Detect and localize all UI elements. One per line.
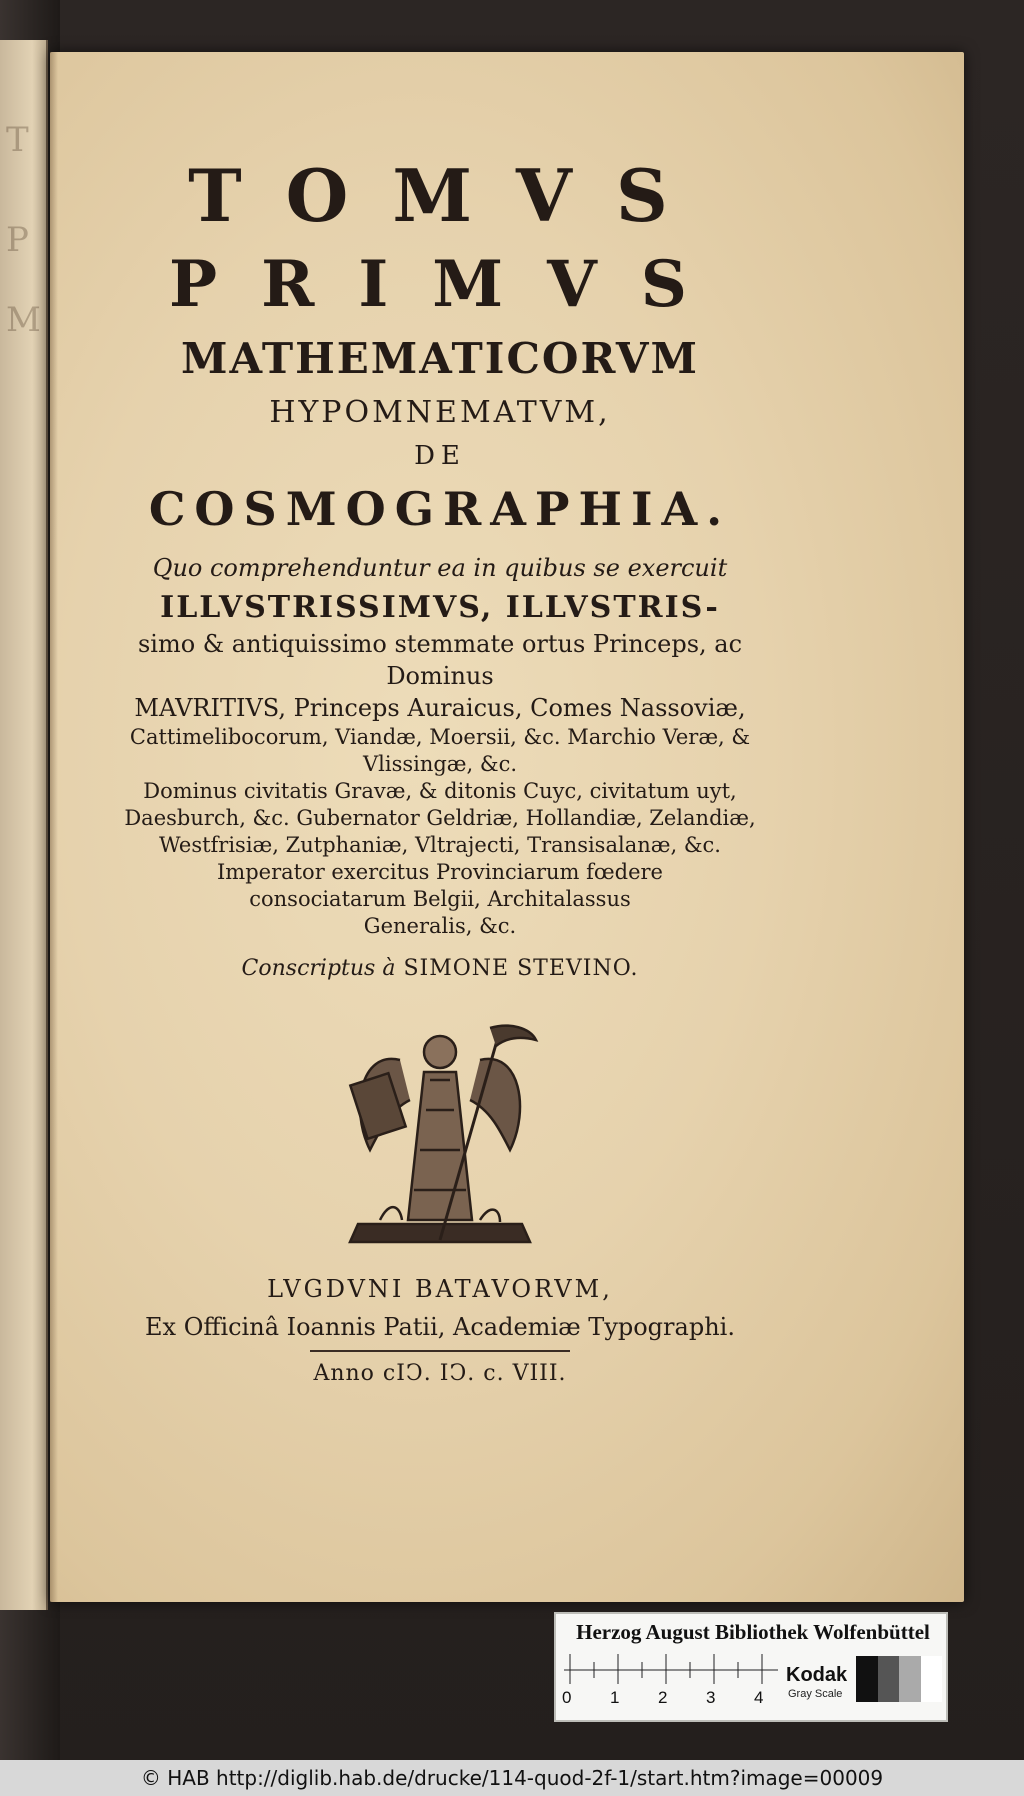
printer-device-woodcut bbox=[340, 1020, 540, 1252]
swatch-white bbox=[921, 1656, 943, 1702]
previous-page-edge: T P M bbox=[0, 40, 48, 1610]
title-cosmographia: COSMOGRAPHIA. bbox=[148, 482, 732, 536]
subtitle-quo: Quo comprehenduntur ea in quibus se exercuit bbox=[152, 554, 728, 582]
dedication-line: Daesburch, &c. Gubernator Geldriæ, Hollandiæ, Zelandiæ, bbox=[124, 806, 756, 830]
imprint-printer: Ex Officinâ Ioannis Patii, Academiæ Typographi. bbox=[145, 1313, 735, 1341]
ruler-number: 3 bbox=[706, 1688, 716, 1707]
author-name: SIMONE STEVINO. bbox=[403, 956, 639, 981]
imprint-place: LVGDVNI BATAVORVM, bbox=[267, 1275, 613, 1303]
dedication-line: Westfrisiæ, Zutphaniæ, Vltrajecti, Transisalanæ, &c. bbox=[159, 833, 721, 857]
author-prefix: Conscriptus à bbox=[241, 956, 396, 981]
ruler-number: 1 bbox=[610, 1688, 620, 1707]
title-hypomnematum: HYPOMNEMATVM, bbox=[269, 395, 611, 430]
imprint-year: Anno cIↃ. IↃ. c. VIII. bbox=[313, 1361, 567, 1386]
ruler-number: 4 bbox=[754, 1688, 764, 1707]
dedication-line: Cattimelibocorum, Viandæ, Moersii, &c. Marchio Veræ, & Vlissingæ, &c. bbox=[129, 725, 751, 776]
page-gutter bbox=[50, 52, 58, 1602]
library-color-target bbox=[554, 1612, 948, 1722]
imprint-rule bbox=[310, 1350, 570, 1352]
dedication-line: Dominus civitatis Gravæ, & ditonis Cuyc, civitatum uyt, bbox=[143, 779, 737, 803]
angel-woodcut-icon bbox=[340, 1020, 540, 1252]
ruler-number: 2 bbox=[658, 1688, 668, 1707]
title-page-text bbox=[110, 150, 770, 1390]
title-de: DE bbox=[414, 441, 466, 471]
swatch-black bbox=[856, 1656, 878, 1702]
dedication-line: MAVRITIVS, Princeps Auraicus, Comes Nassoviæ, bbox=[134, 694, 746, 722]
dedication-illustrissimus: ILLVSTRISSIMVS, ILLVSTRIS- bbox=[160, 590, 720, 625]
dedication-line: Imperator exercitus Provinciarum fœdere bbox=[216, 860, 663, 884]
scale-ruler-icon bbox=[564, 1654, 778, 1686]
gray-swatches bbox=[856, 1656, 942, 1702]
dedication-line: consociatarum Belgii, Architalassus bbox=[249, 887, 631, 911]
copyright-footer: © HAB http://diglib.hab.de/drucke/114-quod-2f-1/start.htm?image=00009 bbox=[0, 1760, 1024, 1796]
dedication-line: simo & antiquissimo stemmate ortus Princeps, ac Dominus bbox=[137, 630, 743, 690]
author-line bbox=[110, 952, 770, 986]
ruler-number: 0 bbox=[562, 1688, 572, 1707]
kodak-logo: Kodak bbox=[786, 1664, 848, 1686]
title-primus: PRIMVS bbox=[169, 247, 731, 322]
library-name: Herzog August Bibliothek Wolfenbüttel bbox=[576, 1620, 930, 1644]
swatch-light-gray bbox=[899, 1656, 921, 1702]
title-mathematicorum: MATHEMATICORVM bbox=[181, 334, 699, 383]
title-tomus: TOMVS bbox=[188, 153, 712, 238]
swatch-dark-gray bbox=[878, 1656, 900, 1702]
dedication-line: Generalis, &c. bbox=[363, 914, 517, 938]
gray-scale-label: Gray Scale bbox=[788, 1688, 843, 1700]
